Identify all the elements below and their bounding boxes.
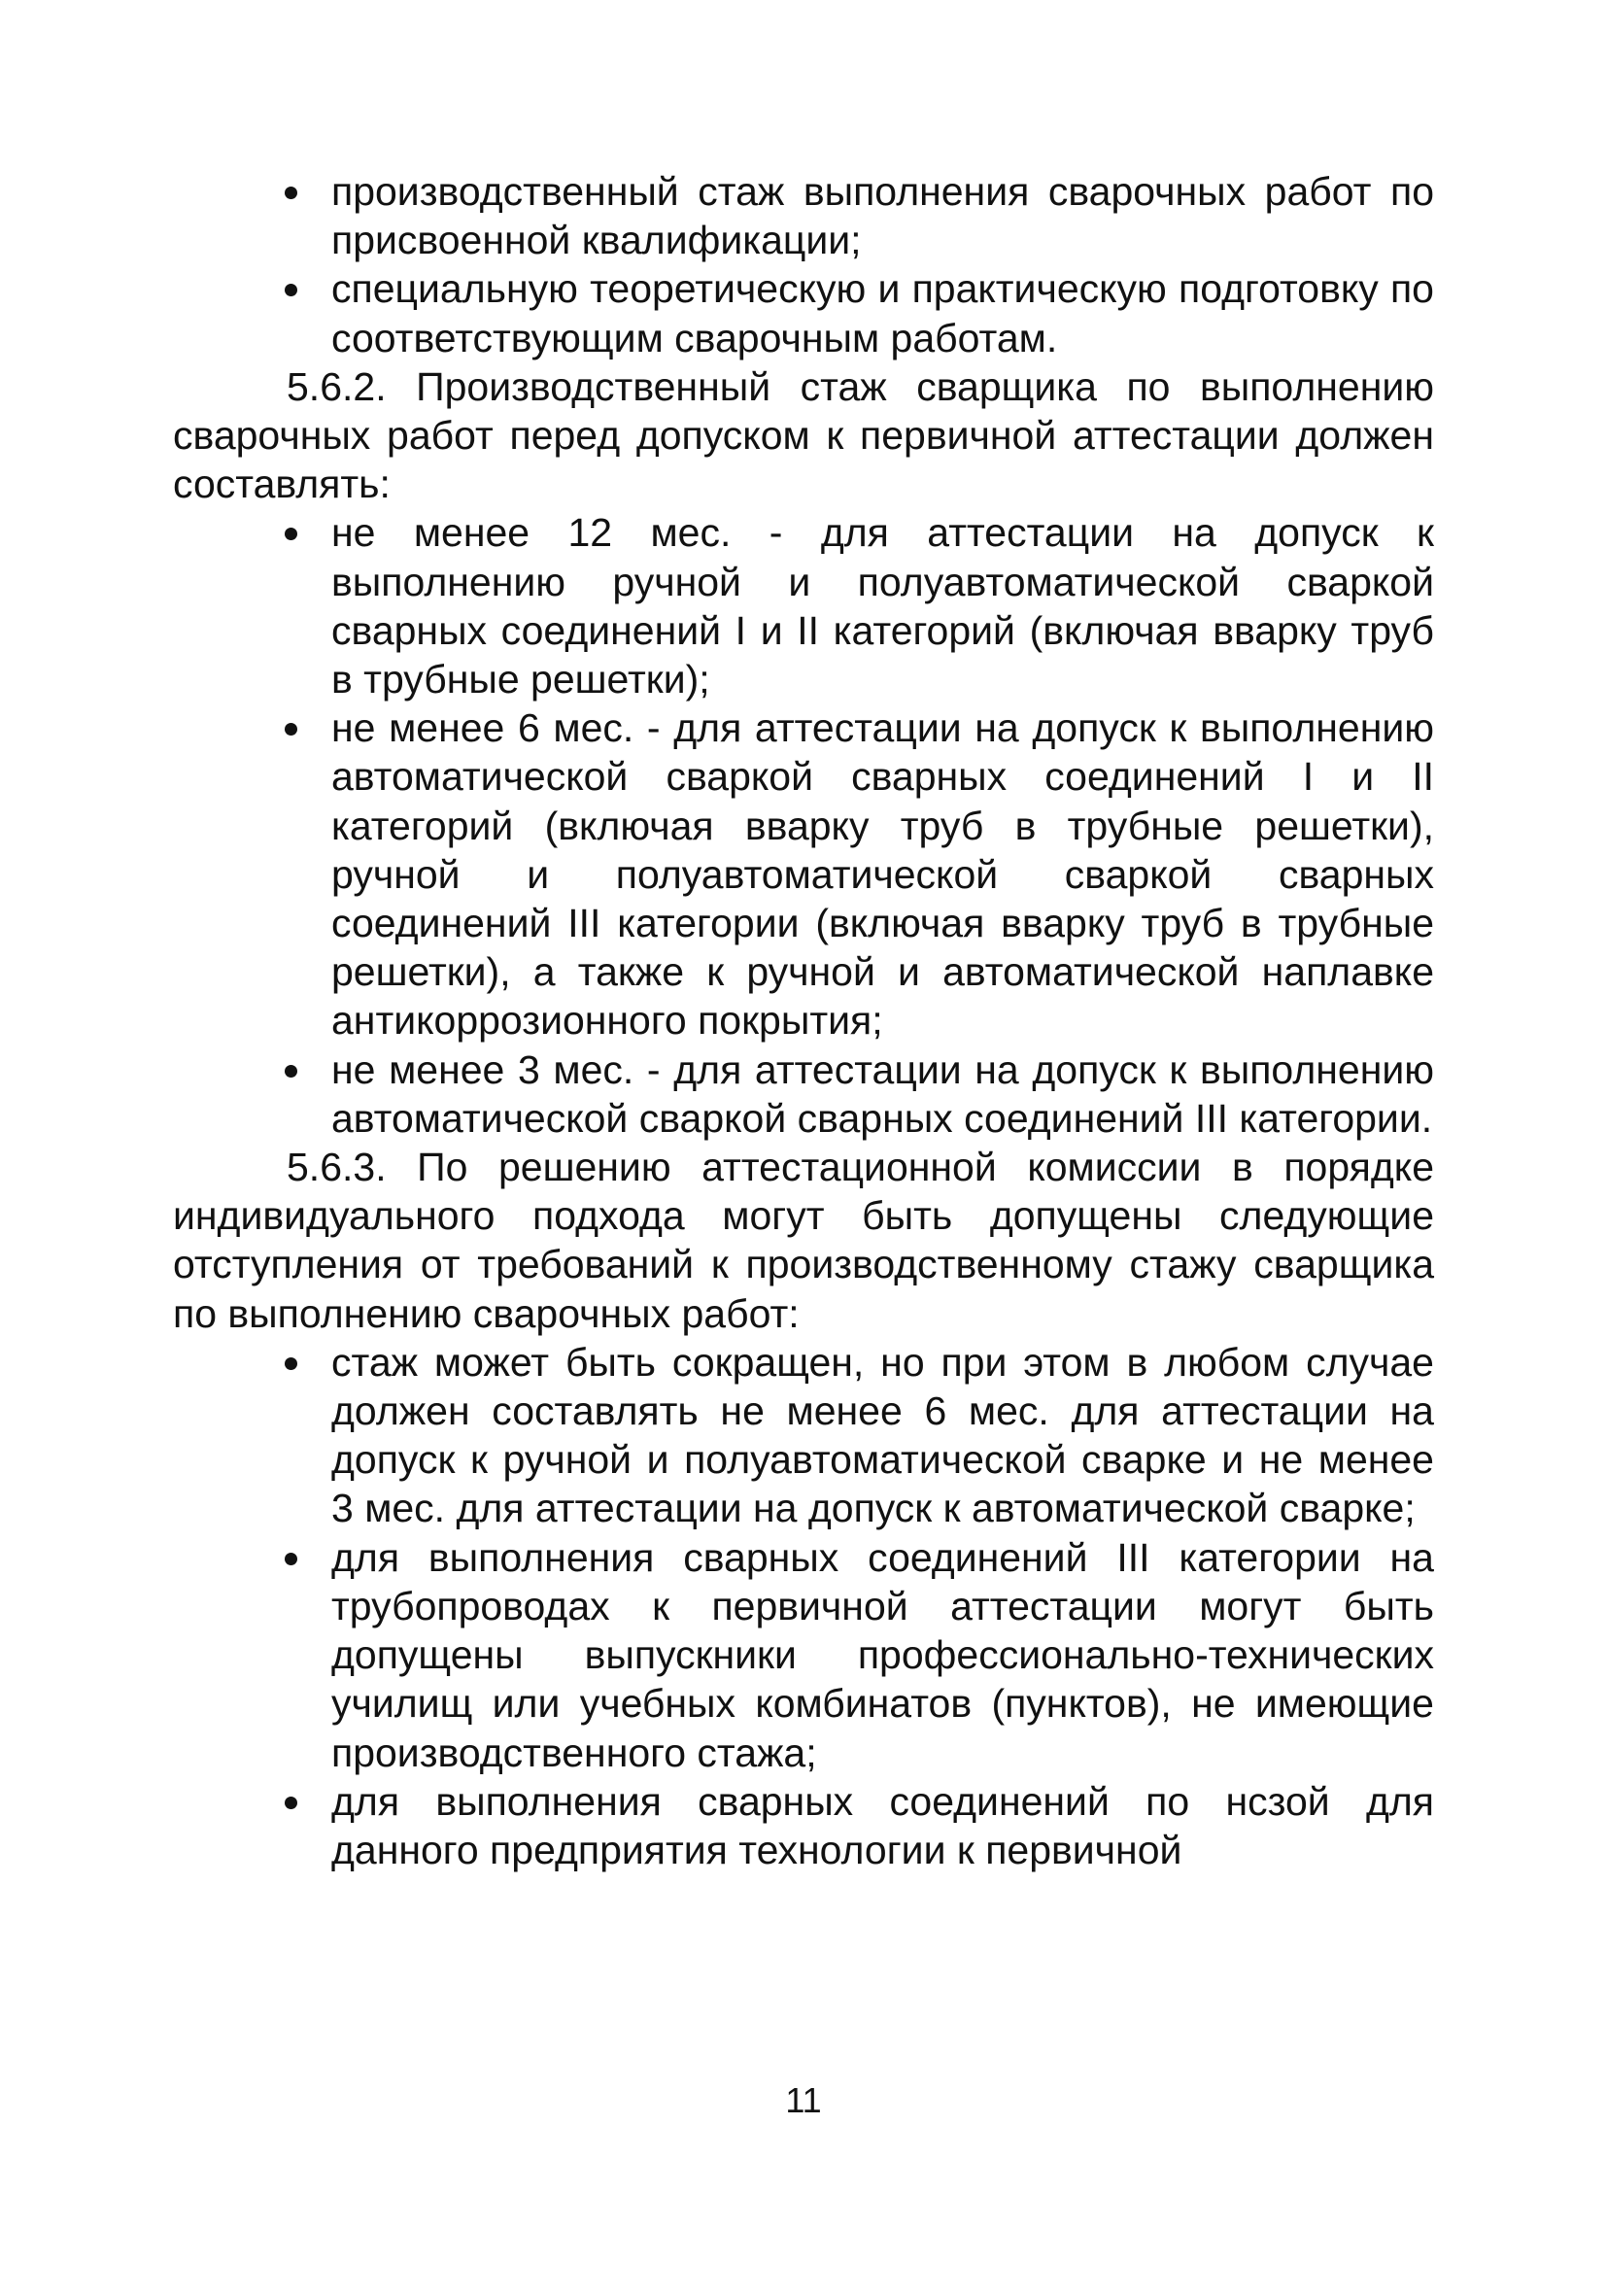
bullet-icon [285,1065,297,1078]
bullet-item [173,264,1434,361]
bullet-text: не менее 3 мес. - для аттестации на допуск к выполнению автоматической сваркой сварных соединений III категории. [331,1046,1434,1141]
paragraph-5-6-2: 5.6.2. Производственный стаж сварщика по выполнению сварочных работ перед допуском к первичной аттестации должен составлять: [173,363,1434,507]
bullet-text: специальную теоретическую и практическую подготовку по соответствующим сварочным работам. [331,266,1434,360]
bullet-text: не менее 6 мес. - для аттестации на допуск к выполнению автоматической сваркой сварных соединений I и II категорий (включая вварку труб в трубные решетки), ручной и полуавтоматической сваркой сварных соединений III категории (включая вварку труб в трубные решетки), а также к ручной и автоматической наплавке антикоррозионного покрытия; [331,705,1434,1044]
bullet-icon [285,723,297,736]
paragraph-5-6-3: 5.6.3. По решению аттестационной комиссии в порядке индивидуального подхода могут быть допущены следующие отступления от требований к производственному стажу сварщика по выполнению сварочных работ: [173,1145,1434,1336]
bullet-icon [285,1797,297,1809]
bullet-item [173,703,1434,1045]
page-number: 11 [785,2080,822,2120]
page-body [173,167,1434,1874]
bullet-text: для выполнения сварных соединений III категории на трубопроводах к первичной аттестации могут быть допущены выпускники профессионально-технических училищ или учебных комбинатов (пунктов), не имеющие производственного стажа; [331,1534,1434,1775]
bullet-icon [285,528,297,540]
bullet-item [173,508,1434,703]
bullet-item [173,1533,1434,1777]
bullet-text: для выполнения сварных соединений по нсзой для данного предприятия технологии к первичной [331,1778,1434,1872]
bullet-text: производственный стаж выполнения сварочных работ по присвоенной квалификации; [331,169,1434,263]
bullet-item [173,1777,1434,1874]
bullet-item [173,1045,1434,1143]
bullet-item [173,167,1434,264]
bullet-text: стаж может быть сокращен, но при этом в любом случае должен составлять не менее 6 мес. для аттестации на допуск к ручной и полуавтоматической сварке и не менее 3 мес. для аттестации на допуск к автоматической сварке; [331,1339,1434,1531]
bullet-icon [285,1357,297,1370]
bullet-icon [285,1553,297,1565]
bullet-icon [285,284,297,296]
bullet-item [173,1338,1434,1533]
bullet-text: не менее 12 мес. - для аттестации на допуск к выполнению ручной и полуавтоматической сваркой сварных соединений I и II категорий (включая вварку труб в трубные решетки); [331,510,1434,703]
bullet-icon [285,187,297,199]
